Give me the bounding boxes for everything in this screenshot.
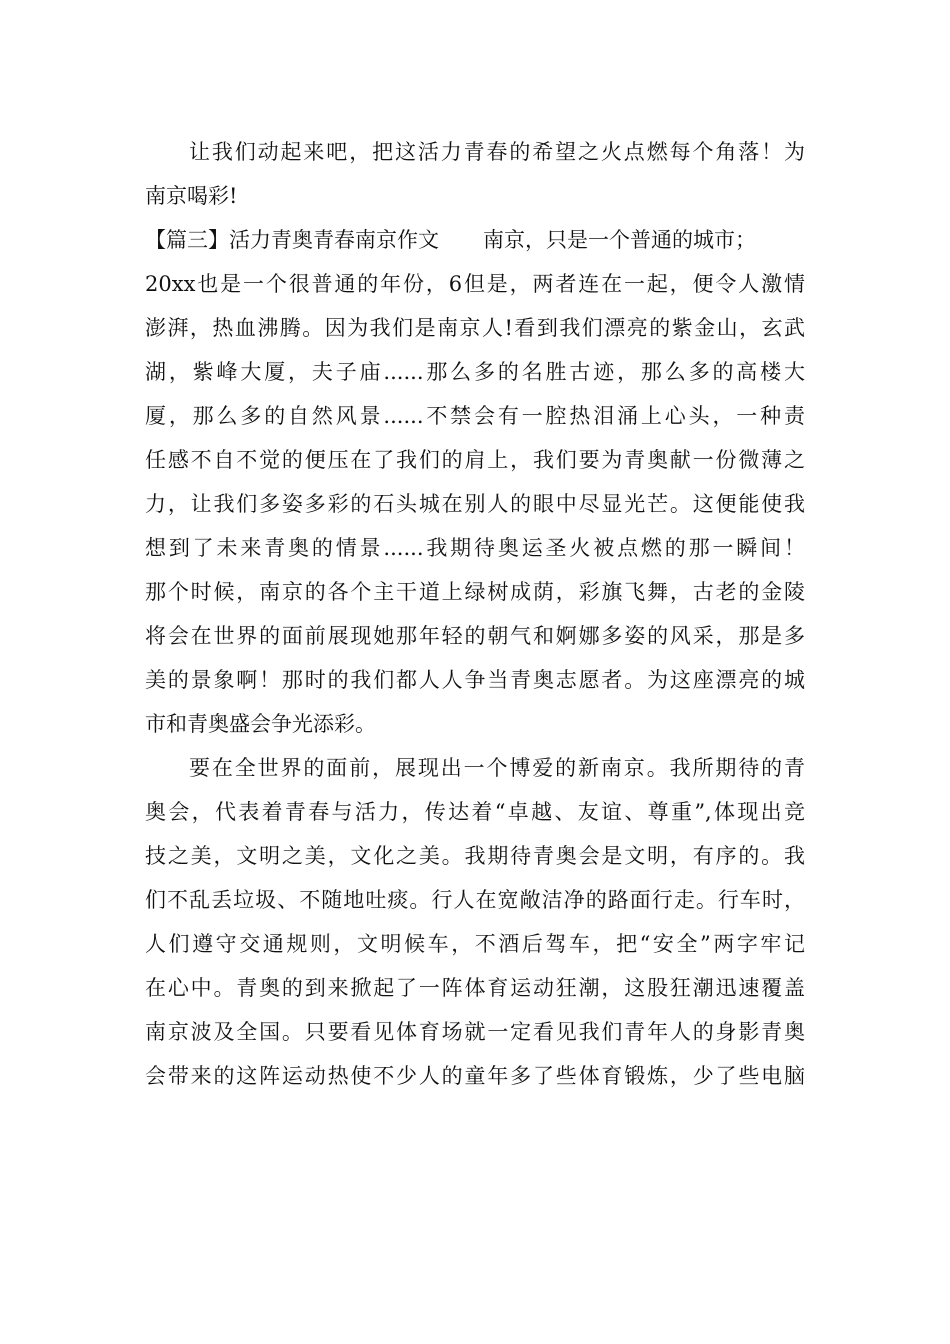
paragraph-line: 让我们动起来吧，把这活力青春的希望之火点燃每个角落！为 (189, 140, 805, 164)
paragraph-line: 任感不自不觉的便压在了我们的肩上，我们要为青奥献一份微薄之 (145, 448, 805, 472)
paragraph-line: 南京喝彩! (145, 184, 238, 208)
section-essay-three (145, 218, 805, 746)
paragraph-line: 湖，紫峰大厦，夫子庙......那么多的名胜古迹，那么多的高楼大 (145, 360, 805, 384)
section-heading-continuation: 南京，只是一个普通的城市； (483, 228, 756, 252)
paragraph-cheer (145, 130, 805, 218)
paragraph-line: 美的景象啊！那时的我们都人人争当青奥志愿者。为这座漂亮的城 (145, 668, 805, 692)
paragraph-line: 厦，那么多的自然风景......不禁会有一腔热泪涌上心头，一种责 (145, 404, 805, 428)
paragraph-line: 人们遵守交通规则，文明候车，不酒后驾车，把“安全”两字牢记 (145, 932, 805, 956)
paragraph-line: 奥会，代表着青春与活力，传达着“卓越、友谊、尊重”,体现出竞 (145, 800, 805, 824)
paragraph-line: 们不乱丢垃圾、不随地吐痰。行人在宽敞洁净的路面行走。行车时， (145, 888, 805, 912)
paragraph-line: 澎湃，热血沸腾。因为我们是南京人!看到我们漂亮的紫金山，玄武 (145, 316, 805, 340)
paragraph-line: 将会在世界的面前展现她那年轻的朝气和婀娜多姿的风采，那是多 (145, 624, 805, 648)
paragraph-line: 会带来的这阵运动热使不少人的童年多了些体育锻炼，少了些电脑 (145, 1064, 805, 1088)
paragraph-line: 市和青奥盛会争光添彩。 (145, 712, 376, 736)
paragraph-line: 20xx也是一个很普通的年份，6但是，两者连在一起，便令人激情 (145, 272, 805, 296)
paragraph-line: 力，让我们多姿多彩的石头城在别人的眼中尽显光芒。这便能使我 (145, 492, 805, 516)
section-heading: 【篇三】活力青奥青春南京作文 (145, 228, 439, 252)
section-heading-line (145, 218, 805, 262)
paragraph-line: 那个时候，南京的各个主干道上绿树成荫，彩旗飞舞，古老的金陵 (145, 580, 805, 604)
paragraph-line: 要在全世界的面前，展现出一个博爱的新南京。我所期待的青 (189, 756, 805, 780)
paragraph-expectations (145, 746, 805, 1098)
paragraph-line: 想到了未来青奥的情景......我期待奥运圣火被点燃的那一瞬间！ (145, 536, 805, 560)
document-body (145, 130, 805, 1098)
paragraph-line: 在心中。青奥的到来掀起了一阵体育运动狂潮，这股狂潮迅速覆盖 (145, 976, 805, 1000)
paragraph-line: 南京波及全国。只要看见体育场就一定看见我们青年人的身影青奥 (145, 1020, 805, 1044)
paragraph-line: 技之美，文明之美，文化之美。我期待青奥会是文明，有序的。我 (145, 844, 805, 868)
